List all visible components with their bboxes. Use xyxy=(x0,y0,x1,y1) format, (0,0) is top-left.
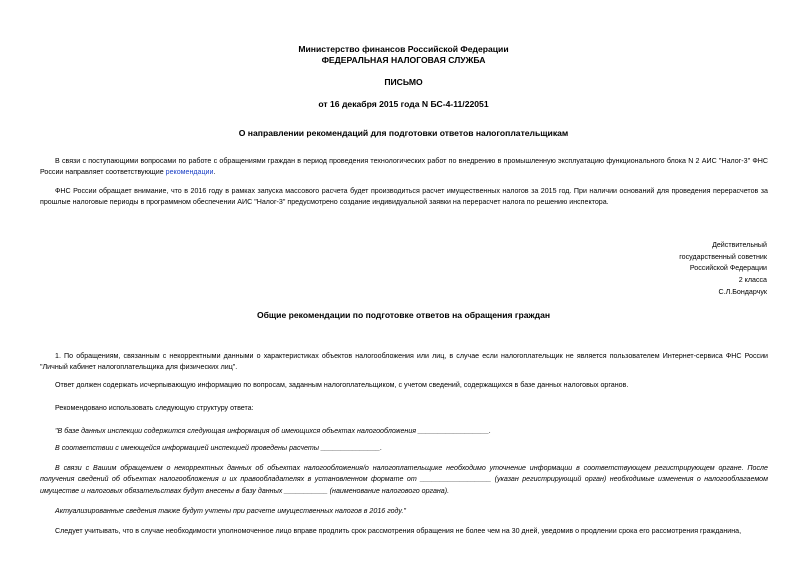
answer-template-line-2: В соответствии с имеющейся информацией инспекцией проведены расчеты _______________. xyxy=(55,444,383,452)
recommendations-title: Общие рекомендации по подготовке ответов на обращения граждан xyxy=(256,310,551,320)
recommendation-paragraph-2: Ответ должен содержать исчерпывающую информацию по вопросам, заданным налогоплательщиком, с учетом сведений, содержащихся в базе данных налоговых органов. xyxy=(55,381,629,389)
intro-paragraph-1-text: В связи с поступающими вопросами по работе с обращениями граждан в период проведения технологических работ по внедрению в промышленную эксплуатацию функционального блока N 2 АИС "Налог-3" ФНС России направляет соответствующие xyxy=(40,157,768,177)
recommendations-link[interactable]: рекомендации xyxy=(165,168,214,177)
signature-name: С.Л.Бондарчук xyxy=(718,287,767,296)
document-type: ПИСЬМО xyxy=(384,77,423,87)
answer-template-closing: Актуализированные сведения также будут учтены при расчете имущественных налогов в 2016 году." xyxy=(55,507,406,515)
signature-line: Действительный xyxy=(712,241,767,249)
signature-line: государственный советник xyxy=(679,252,767,261)
letter-header xyxy=(0,44,807,139)
recommendation-paragraph-3: Рекомендовано использовать следующую структуру ответа: xyxy=(55,404,254,412)
document-date-number: от 16 декабря 2015 года N БС-4-11/22051 xyxy=(318,99,489,109)
recommendation-paragraph-8: Следует учитывать, что в случае необходимости уполномоченное лицо вправе продлить срок рассмотрения обращения не более чем на 30 дней, уведомив о продлении срока его рассмотрения гражданина, xyxy=(55,527,742,535)
ministry-name: Министерство финансов Российской Федерации xyxy=(298,44,509,54)
document-subject: О направлении рекомендаций для подготовки ответов налогоплательщикам xyxy=(238,128,569,138)
signature-line: 2 класса xyxy=(738,276,767,285)
signature-line: Российской Федерации xyxy=(689,264,767,273)
signature-block xyxy=(617,240,767,299)
answer-template-line-1: "В базе данных инспекции содержится следующая информация об имеющихся объектах налогообложения __________________. xyxy=(55,427,492,435)
intro-paragraph-2: ФНС России обращает внимание, что в 2016 году в рамках запуска массового расчета будет производиться расчет имущественных налогов за 2015 год. При наличии оснований для проведения перерасчетов за прошлые налоговые периоды в программном обеспечении АИС "Налог-3" предусмотрено создание индивидуальной заявки на перерасчет налога по решению инспектора. xyxy=(40,187,768,207)
recommendation-paragraph-1: 1. По обращениям, связанным с некорректными данными о характеристиках объектов налогообложения или лиц, в случае если налогоплательщик не является пользователем Интернет-сервиса ФНС России "Личный кабинет налогоплательщика для физических лиц". xyxy=(40,352,768,372)
answer-template-paragraph: В связи с Вашим обращением о некорректных данных об объектах налогообложения/о налогоплательщике необходимо уточнение информации в соответствующем регистрирующем органе. После получения сведений об объектах налогообложения и их правообладателях в установленном формате от __________________ (указан регистрирующий орган) необходимые изменения о налогооблагаемом имуществе и налоговых обязательствах будут внесены в базу данных ___________ (наименование налогового органа). xyxy=(40,464,768,495)
service-name: ФЕДЕРАЛЬНАЯ НАЛОГОВАЯ СЛУЖБА xyxy=(321,55,486,65)
intro-paragraph-1-end: . xyxy=(213,168,216,177)
intro-paragraph-1 xyxy=(40,156,768,179)
